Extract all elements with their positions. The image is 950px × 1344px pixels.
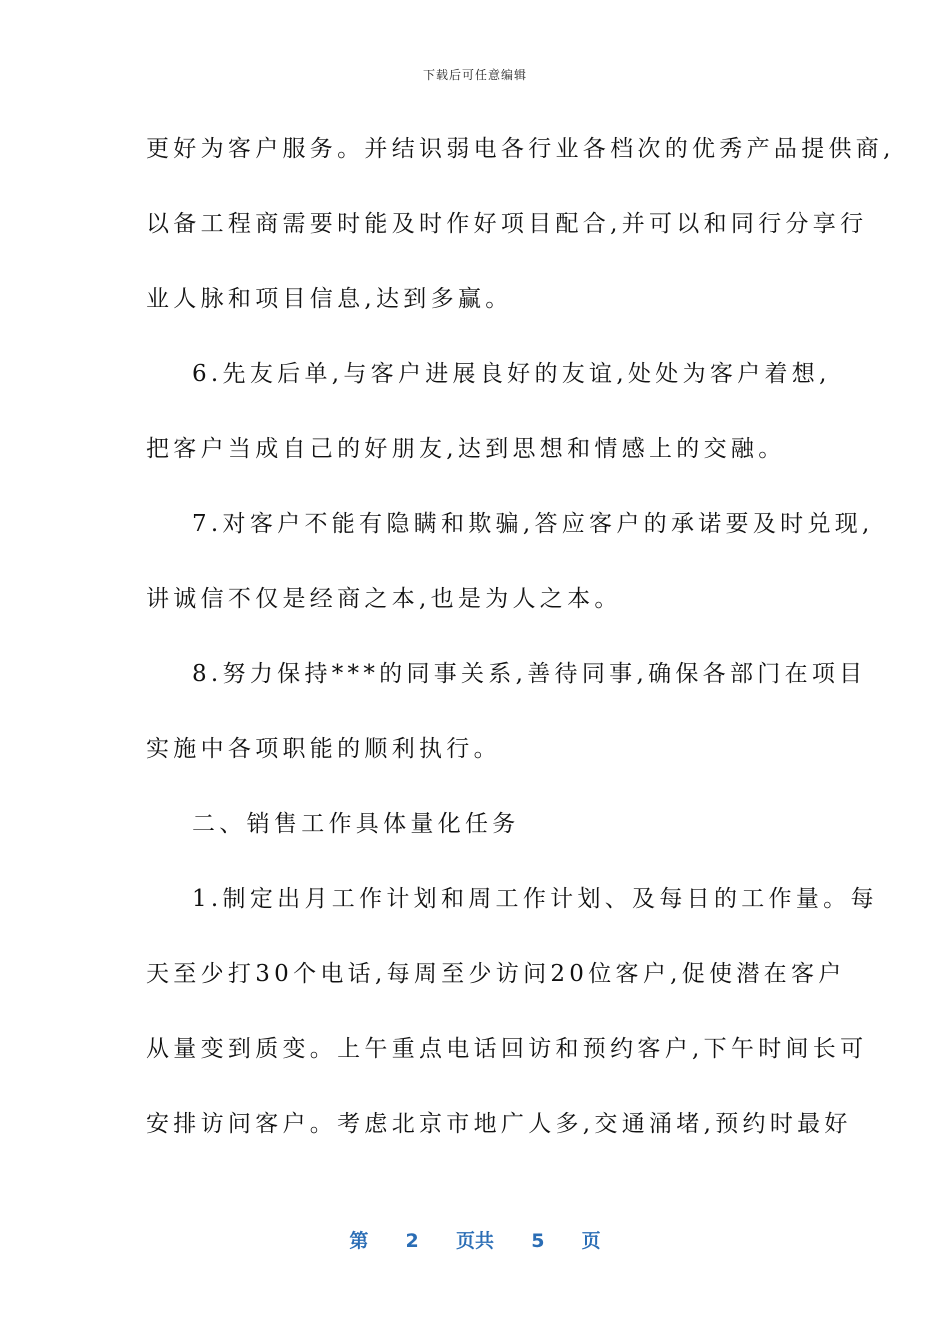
body-line: 天至少打30个电话,每周至少访问20位客户,促使潜在客户 xyxy=(146,961,846,987)
document-body xyxy=(146,124,895,1174)
body-line: 讲诚信不仅是经商之本,也是为人之本。 xyxy=(146,586,622,612)
body-line: 8.努力保持***的同事关系,善待同事,确保各部门在项目 xyxy=(192,661,867,687)
page-header: 下载后可任意编辑 xyxy=(422,68,527,82)
body-line: 以备工程商需要时能及时作好项目配合,并可以和同行分享行 xyxy=(146,211,868,237)
body-line: 更好为客户服务。并结识弱电各行业各档次的优秀产品提供商, xyxy=(146,136,895,162)
body-line: 6.先友后单,与客户进展良好的友谊,处处为客户着想, xyxy=(192,361,831,387)
body-line: 从量变到质变。上午重点电话回访和预约客户,下午时间长可 xyxy=(146,1036,868,1062)
page-number-footer: 第 2 页共 5 页 xyxy=(349,1230,601,1252)
body-line: 1.制定出月工作计划和周工作计划、及每日的工作量。每 xyxy=(192,886,878,912)
body-line: 业人脉和项目信息,达到多赢。 xyxy=(146,286,513,312)
body-line: 7.对客户不能有隐瞒和欺骗,答应客户的承诺要及时兑现, xyxy=(192,511,874,537)
body-line: 安排访问客户。考虑北京市地广人多,交通涌堵,预约时最好 xyxy=(146,1111,852,1137)
body-line: 实施中各项职能的顺利执行。 xyxy=(146,736,501,762)
body-line: 把客户当成自己的好朋友,达到思想和情感上的交融。 xyxy=(146,436,786,462)
section-heading: 二、销售工作具体量化任务 xyxy=(192,811,520,837)
